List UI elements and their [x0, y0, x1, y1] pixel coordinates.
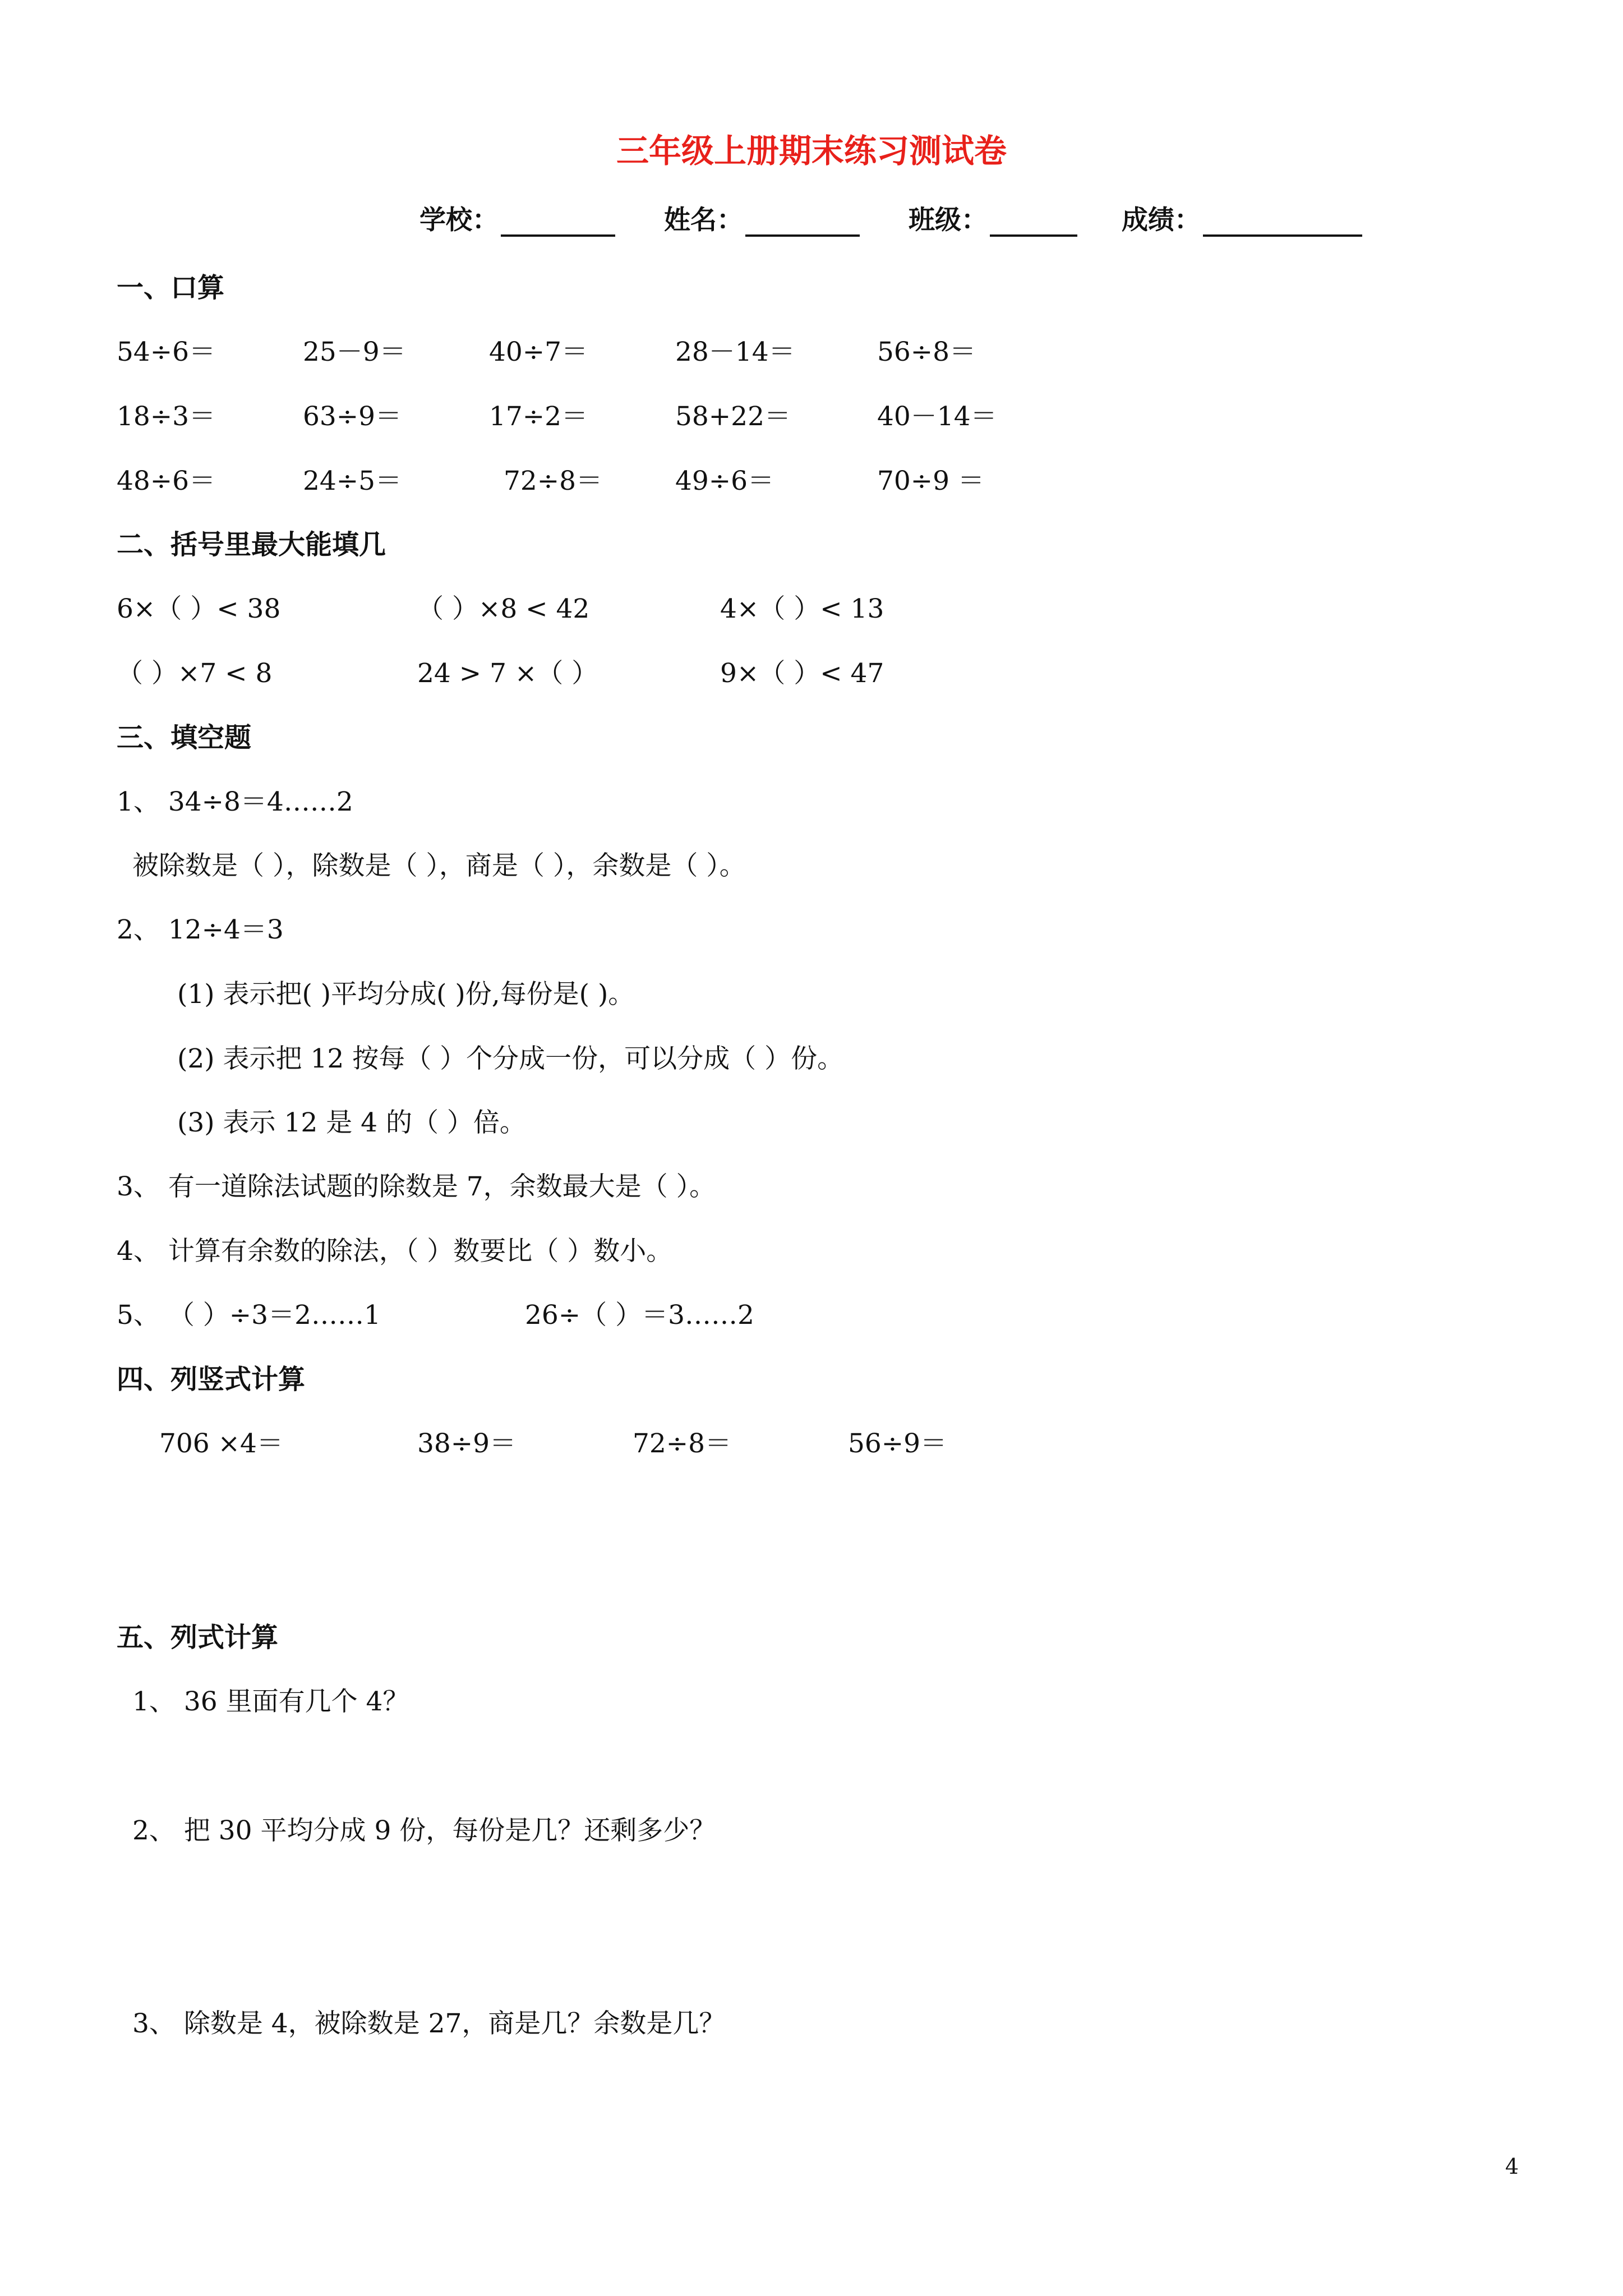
- problem-item: 49÷6＝: [675, 466, 774, 496]
- section-heading-max-fill: 二、括号里最大能填几: [117, 529, 386, 560]
- problem-item: 63÷9＝: [303, 401, 402, 432]
- score-label: 成绩：: [1122, 205, 1201, 236]
- problem-item: 9×（ ）< 47: [720, 658, 884, 689]
- question-1: 1、 34÷8＝4……2: [117, 786, 353, 817]
- question-1-blanks: 被除数是（ ），除数是（ ），商是（ ），余数是（ ）。: [132, 850, 746, 881]
- question-2: 2、 12÷4＝3: [117, 914, 284, 945]
- score-field[interactable]: [1122, 199, 1362, 237]
- class-field[interactable]: [909, 199, 1077, 237]
- problem-item: （ ）×7 < 8: [117, 658, 273, 689]
- problem-item: 56÷8＝: [877, 337, 976, 367]
- problem-item: 25－9＝: [303, 337, 406, 367]
- problem-item: 706 ×4＝: [159, 1428, 283, 1459]
- problem-item: 40÷7＝: [489, 337, 588, 367]
- question-4: 4、 计算有余数的除法，（ ）数要比（ ）数小。: [117, 1236, 673, 1267]
- problem-item: 48÷6＝: [117, 466, 216, 496]
- school-label: 学校：: [419, 205, 499, 236]
- name-label: 姓名：: [664, 205, 743, 236]
- word-problem-2: 2、 把 30 平均分成 9 份，每份是几？还剩多少？: [132, 1815, 716, 1846]
- problem-item: 18÷3＝: [117, 401, 216, 432]
- school-field[interactable]: [419, 199, 615, 237]
- problem-item: 6×（ ）< 38: [117, 593, 281, 624]
- section-heading-word-problems: 五、列式计算: [117, 1622, 279, 1653]
- school-blank[interactable]: [501, 206, 615, 237]
- problem-item: 40－14＝: [877, 401, 997, 432]
- section-heading-fill-blanks: 三、填空题: [117, 722, 252, 753]
- section-heading-mental-math: 一、口算: [117, 272, 225, 303]
- class-label: 班级：: [909, 205, 988, 236]
- problem-item: 17÷2＝: [489, 401, 588, 432]
- question-3: 3、 有一道除法试题的除数是 7，余数最大是（ ）。: [117, 1171, 716, 1202]
- problem-item: 38÷9＝: [417, 1428, 517, 1459]
- page-number: 4: [1505, 2154, 1519, 2179]
- problem-item: 54÷6＝: [117, 337, 216, 367]
- question-5a: 5、 （ ）÷3＝2……1: [117, 1300, 381, 1331]
- word-problem-3: 3、 除数是 4，被除数是 27，商是几？余数是几？: [132, 2008, 726, 2039]
- problem-item: 70÷9 ＝: [877, 466, 985, 496]
- question-2-part-2: (2) 表示把 12 按每（ ）个分成一份，可以分成（ ）份。: [177, 1043, 844, 1074]
- question-5b: 26÷（ ）＝3……2: [525, 1300, 754, 1331]
- problem-item: （ ）×8 < 42: [417, 593, 590, 624]
- problem-item: 56÷9＝: [848, 1428, 947, 1459]
- question-2-part-1: (1) 表示把( )平均分成( )份,每份是( )。: [177, 979, 635, 1010]
- score-blank[interactable]: [1203, 206, 1362, 237]
- problem-item: 24 > 7 ×（ ）: [417, 658, 598, 689]
- problem-item: 4×（ ）< 13: [720, 593, 884, 624]
- problem-item: 72÷8＝: [633, 1428, 732, 1459]
- problem-item: 72÷8＝: [504, 466, 603, 496]
- page-title: 三年级上册期末练习测试卷: [616, 132, 1007, 170]
- name-blank[interactable]: [745, 206, 860, 237]
- word-problem-1: 1、 36 里面有几个 4？: [132, 1686, 409, 1717]
- problem-item: 58+22＝: [675, 401, 791, 432]
- class-blank[interactable]: [990, 206, 1077, 237]
- question-2-part-3: (3) 表示 12 是 4 的（ ）倍。: [177, 1107, 526, 1138]
- name-field[interactable]: [664, 199, 860, 237]
- section-heading-vertical-calc: 四、列竖式计算: [117, 1364, 306, 1395]
- problem-item: 28－14＝: [675, 337, 795, 367]
- problem-item: 24÷5＝: [303, 466, 402, 496]
